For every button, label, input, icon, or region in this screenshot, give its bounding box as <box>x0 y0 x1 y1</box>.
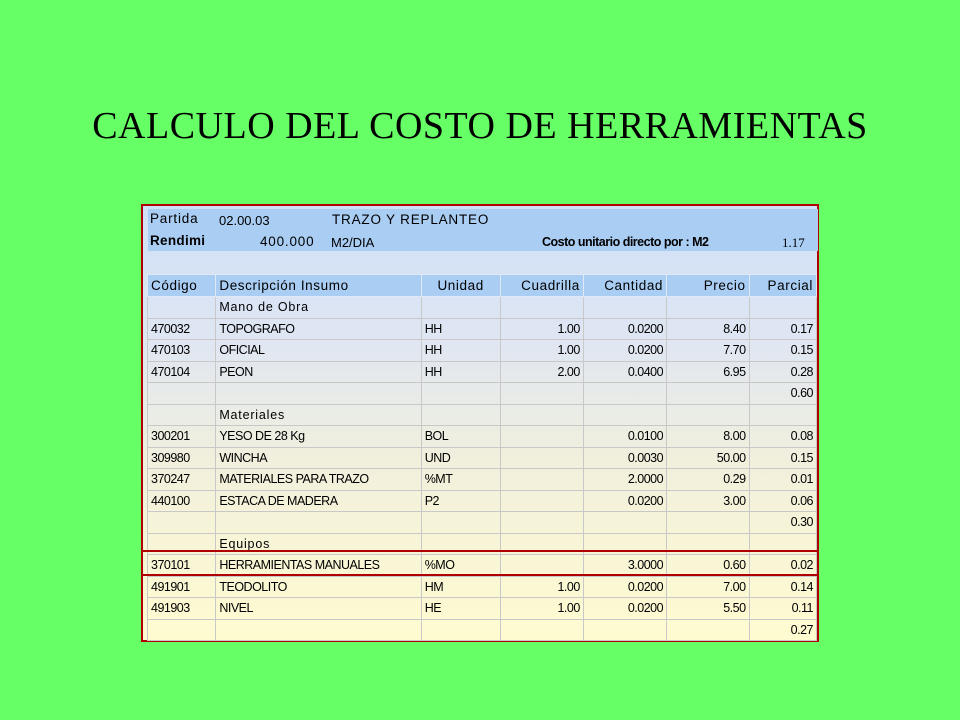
rendimiento-label: Rendimi <box>150 233 206 248</box>
cell-codigo: 491903 <box>148 598 216 620</box>
cell-cantidad: 2.0000 <box>583 469 666 491</box>
partida-code: 02.00.03 <box>219 213 270 228</box>
cell-codigo: 300201 <box>148 426 216 448</box>
section-row-equipos <box>148 533 817 555</box>
cell-precio: 8.40 <box>667 318 750 340</box>
cell-unidad: HM <box>421 576 500 598</box>
cell-descripcion: PEON <box>216 361 421 383</box>
cell-cantidad: 0.0200 <box>583 598 666 620</box>
cell-cantidad: 3.0000 <box>583 555 666 577</box>
cell-codigo: 309980 <box>148 447 216 469</box>
cell-cantidad: 0.0400 <box>583 361 666 383</box>
cell-codigo: 370101 <box>148 555 216 577</box>
table-row <box>148 447 817 469</box>
cell-precio: 5.50 <box>667 598 750 620</box>
insumos-table <box>147 274 817 641</box>
cell-codigo: 470032 <box>148 318 216 340</box>
table-header-row <box>148 275 817 297</box>
table-row <box>148 490 817 512</box>
cell-cantidad: 0.0200 <box>583 490 666 512</box>
cell-precio: 50.00 <box>667 447 750 469</box>
subtotal-row-equipos <box>148 619 817 641</box>
cell-unidad: BOL <box>421 426 500 448</box>
cell-precio: 6.95 <box>667 361 750 383</box>
cell-parcial: 0.17 <box>749 318 816 340</box>
cell-descripcion: HERRAMIENTAS MANUALES <box>216 555 421 577</box>
cell-cantidad: 0.0100 <box>583 426 666 448</box>
cell-descripcion: YESO DE 28 Kg <box>216 426 421 448</box>
column-header-codigo: Código <box>148 275 216 297</box>
section-label: Mano de Obra <box>216 297 421 319</box>
table-row <box>148 426 817 448</box>
cell-parcial: 0.08 <box>749 426 816 448</box>
section-label: Materiales <box>216 404 421 426</box>
subtotal-value: 0.27 <box>749 619 816 641</box>
cell-descripcion: TOPOGRAFO <box>216 318 421 340</box>
cell-codigo: 491901 <box>148 576 216 598</box>
table-row <box>148 469 817 491</box>
cell-cantidad: 0.0200 <box>583 318 666 340</box>
cell-unidad: P2 <box>421 490 500 512</box>
cell-precio: 0.29 <box>667 469 750 491</box>
rendimiento-unit: M2/DIA <box>331 235 375 250</box>
partida-header <box>148 209 818 251</box>
cell-cuadrilla: 1.00 <box>500 318 583 340</box>
subtotal-row-materiales <box>148 512 817 534</box>
cost-analysis-sheet <box>141 204 819 642</box>
rendimiento-value: 400.000 <box>260 234 315 249</box>
column-header-descripcion: Descripción Insumo <box>216 275 421 297</box>
cell-cuadrilla: 1.00 <box>500 340 583 362</box>
cell-unidad: HH <box>421 318 500 340</box>
column-header-precio: Precio <box>667 275 750 297</box>
cell-cantidad: 0.0200 <box>583 576 666 598</box>
cell-parcial: 0.14 <box>749 576 816 598</box>
cell-parcial: 0.15 <box>749 447 816 469</box>
cell-codigo: 470103 <box>148 340 216 362</box>
cell-descripcion: TEODOLITO <box>216 576 421 598</box>
cell-cuadrilla: 1.00 <box>500 576 583 598</box>
cell-cuadrilla: 1.00 <box>500 598 583 620</box>
cell-precio: 3.00 <box>667 490 750 512</box>
cell-parcial: 0.06 <box>749 490 816 512</box>
column-header-parcial: Parcial <box>749 275 816 297</box>
cell-codigo: 370247 <box>148 469 216 491</box>
cell-parcial: 0.15 <box>749 340 816 362</box>
costo-unitario-value: 1.17 <box>782 235 805 250</box>
cell-precio: 7.70 <box>667 340 750 362</box>
section-row-materiales <box>148 404 817 426</box>
cell-descripcion: MATERIALES PARA TRAZO <box>216 469 421 491</box>
cell-descripcion: OFICIAL <box>216 340 421 362</box>
cell-unidad: HH <box>421 361 500 383</box>
cell-unidad: UND <box>421 447 500 469</box>
table-row <box>148 598 817 620</box>
cell-codigo: 470104 <box>148 361 216 383</box>
column-header-cuadrilla: Cuadrilla <box>500 275 583 297</box>
section-label: Equipos <box>216 533 421 555</box>
cell-cuadrilla <box>500 490 583 512</box>
cell-descripcion: WINCHA <box>216 447 421 469</box>
partida-description: TRAZO Y REPLANTEO <box>332 212 490 227</box>
cell-parcial: 0.02 <box>749 555 816 577</box>
subtotal-value: 0.60 <box>749 383 816 405</box>
cell-precio: 7.00 <box>667 576 750 598</box>
cell-cuadrilla: 2.00 <box>500 361 583 383</box>
cell-cuadrilla <box>500 447 583 469</box>
cell-parcial: 0.01 <box>749 469 816 491</box>
cell-cuadrilla <box>500 555 583 577</box>
cell-parcial: 0.28 <box>749 361 816 383</box>
subtotal-value: 0.30 <box>749 512 816 534</box>
column-header-unidad: Unidad <box>421 275 500 297</box>
cell-parcial: 0.11 <box>749 598 816 620</box>
cell-descripcion: NIVEL <box>216 598 421 620</box>
cell-precio: 0.60 <box>667 555 750 577</box>
cell-cantidad: 0.0030 <box>583 447 666 469</box>
cell-unidad: HE <box>421 598 500 620</box>
subtotal-row-mano-obra <box>148 383 817 405</box>
cell-precio: 8.00 <box>667 426 750 448</box>
cell-descripcion: ESTACA DE MADERA <box>216 490 421 512</box>
page-title: CALCULO DEL COSTO DE HERRAMIENTAS <box>92 105 868 147</box>
cell-cantidad: 0.0200 <box>583 340 666 362</box>
cell-unidad: %MT <box>421 469 500 491</box>
cell-cuadrilla <box>500 426 583 448</box>
costo-unitario-label: Costo unitario directo por : M2 <box>542 235 709 249</box>
cell-unidad: %MO <box>421 555 500 577</box>
cell-codigo: 440100 <box>148 490 216 512</box>
table-row-highlighted <box>148 555 817 577</box>
cell-cuadrilla <box>500 469 583 491</box>
table-row <box>148 318 817 340</box>
partida-label: Partida <box>150 211 199 226</box>
table-row <box>148 361 817 383</box>
section-row-mano-obra <box>148 297 817 319</box>
column-header-cantidad: Cantidad <box>583 275 666 297</box>
table-row <box>148 576 817 598</box>
cell-unidad: HH <box>421 340 500 362</box>
table-row <box>148 340 817 362</box>
